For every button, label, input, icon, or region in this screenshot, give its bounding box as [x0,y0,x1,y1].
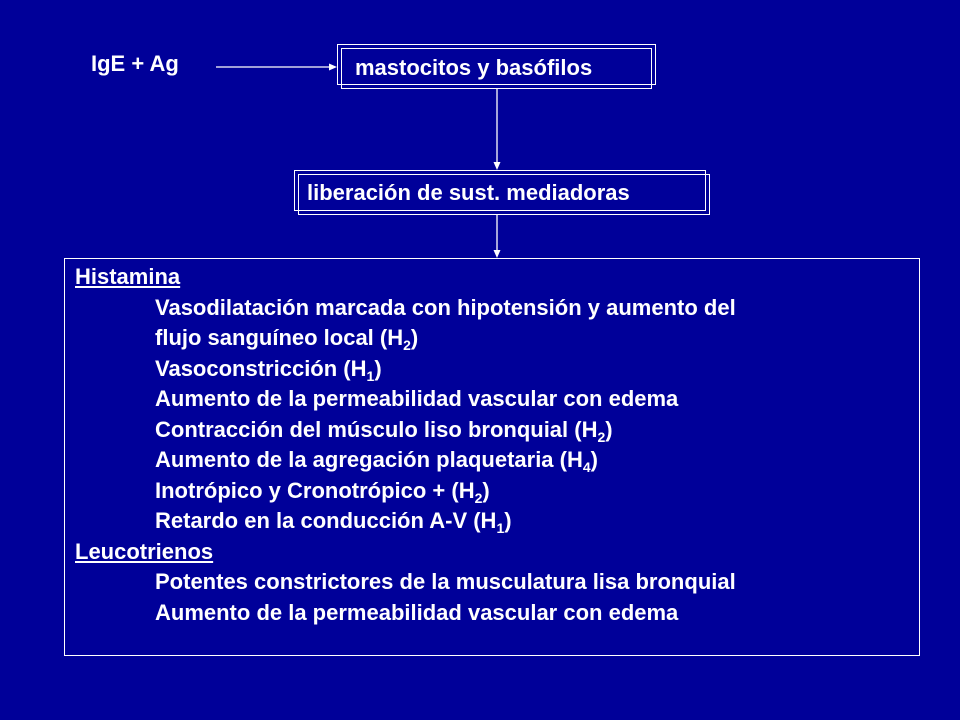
effect-text: Vasodilatación marcada con hipotensión y aumento del [155,294,736,320]
histamina-effect [155,354,382,387]
cells-box-label: mastocitos y basófilos [355,55,593,80]
histamina-effect [155,323,418,356]
ige-ag-label: IgE + Ag [91,51,179,76]
receptor-subscript: 1 [496,520,505,536]
histamina-effect [155,384,678,415]
effect-tail: ) [374,355,382,381]
histamina-effect [155,293,736,324]
effect-tail: ) [605,416,613,442]
effect-tail: ) [410,325,419,350]
release-box-label: liberación de sust. mediadoras [307,180,630,205]
effect-tail: ) [482,477,490,503]
effect-text: Retardo en la conducción A-V (H [155,508,497,533]
arrow-release-to-effects [494,214,501,258]
arrow-ige-to-cells [216,64,337,71]
arrow-cells-to-release [494,88,501,170]
effect-text: Contracción del músculo liso bronquial (H [155,416,598,442]
effect-tail: ) [504,508,512,533]
receptor-subscript: 2 [474,489,483,506]
receptor-subscript: 4 [582,459,591,475]
effect-text: Potentes constrictores de la musculatura lisa bronquial [155,569,736,594]
leucotrienos-effect [155,567,736,598]
histamina-effect [155,415,613,448]
histamina-heading: Histamina [75,264,181,289]
effect-tail: ) [590,447,598,472]
histamina-effect [155,506,512,539]
effect-text: Vasoconstricción (H [155,355,367,381]
leucotrienos-heading: Leucotrienos [75,538,214,564]
histamina-effect [155,445,598,478]
effect-text: flujo sanguíneo local (H [155,325,404,350]
leucotrienos-effect [155,598,678,629]
histamina-effect [155,476,490,509]
receptor-subscript: 2 [597,428,606,445]
receptor-subscript: 2 [403,337,411,353]
effect-text: Aumento de la permeabilidad vascular con edema [155,386,679,411]
effect-text: Inotrópico y Cronotrópico + (H [155,477,475,503]
effect-text: Aumento de la agregación plaquetaria (H [155,447,583,472]
effect-text: Aumento de la permeabilidad vascular con edema [155,599,679,625]
receptor-subscript: 1 [366,367,375,384]
